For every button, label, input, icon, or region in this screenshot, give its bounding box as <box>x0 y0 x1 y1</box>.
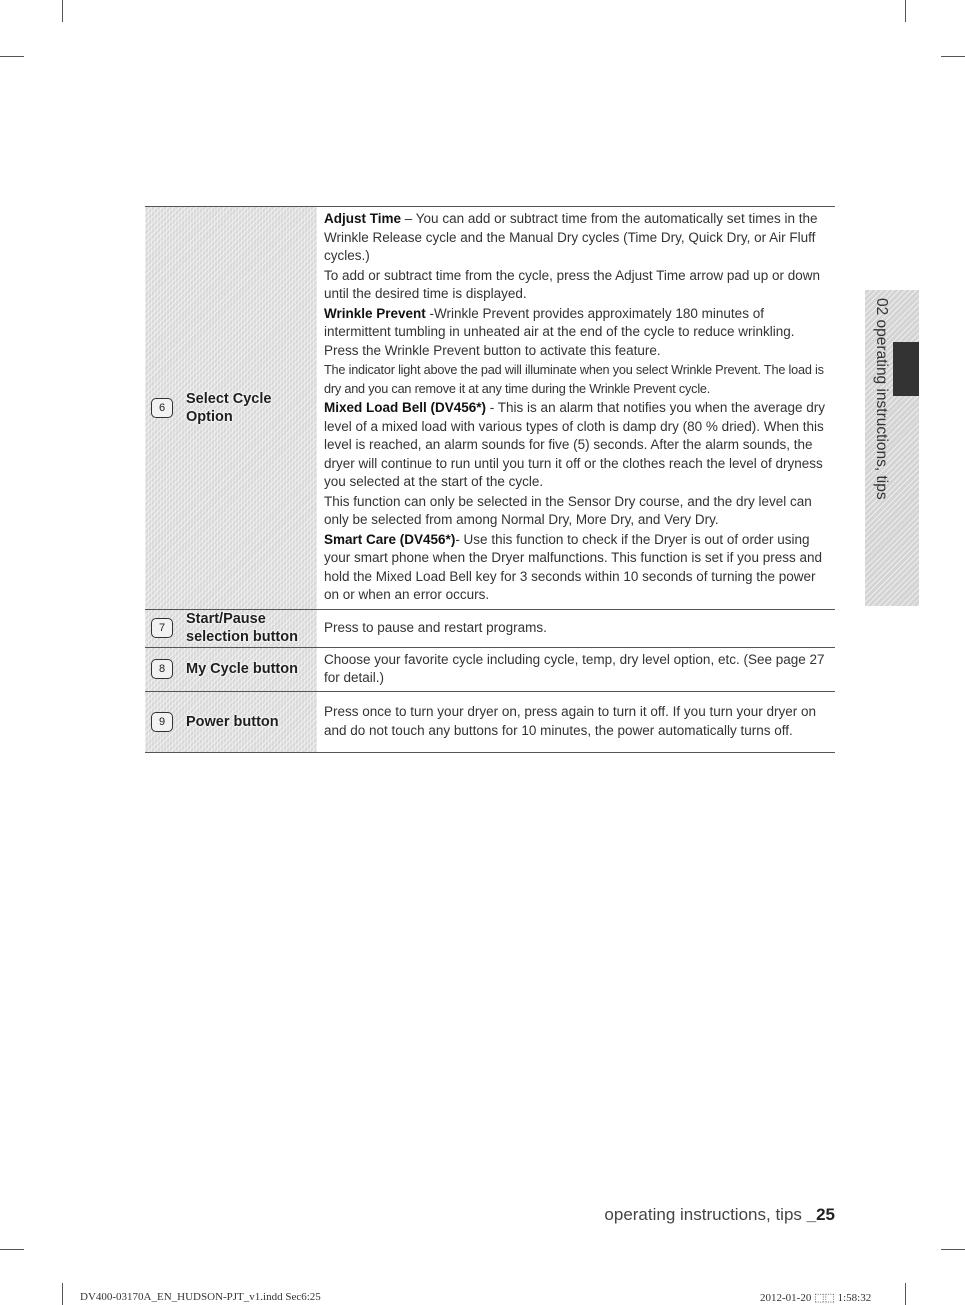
crop-mark <box>0 1249 24 1250</box>
row-label-cell <box>145 207 317 609</box>
footer-section-title: operating instructions, tips <box>604 1205 807 1224</box>
paragraph: To add or subtract time from the cycle, press the Adjust Time arrow pad up or down until the desired time is displayed. <box>324 267 820 301</box>
table-row-power <box>145 692 835 753</box>
row-description: Choose your favorite cycle including cycle, temp, dry level option, etc. (See page 27 for detail.) <box>324 651 825 685</box>
item-number-badge: 7 <box>151 618 173 638</box>
crop-mark <box>905 0 906 22</box>
row-label-cell <box>145 610 317 647</box>
row-description <box>317 207 835 609</box>
crop-mark <box>0 56 24 57</box>
paragraph-adjust-time: Adjust Time – You can add or subtract time from the automatically set times in the Wrinkle Release cycle and the Manual Dry cycles (Time Dry, Quick Dry, or Air Fluff cycles.) <box>324 211 818 263</box>
row-description: Press to pause and restart programs. <box>324 619 547 635</box>
item-number-badge: 8 <box>151 659 173 679</box>
crop-mark <box>62 1283 63 1305</box>
crop-mark <box>62 0 63 22</box>
paragraph: The indicator light above the pad will illuminate when you select Wrinkle Prevent. The load is dry and you can remove it at any time during the Wrinkle Prevent cycle. <box>324 363 824 396</box>
paragraph-mixed-load-bell: Mixed Load Bell (DV456*) - This is an alarm that notifies you when the average dry level of a mixed load with various types of cloth is damp dry (80 % dried). When this level is reached, an alarm sounds for five (5) seconds. After the alarm sounds, the dryer will continue to run until you turn it off or the clothes reach the level of dryness you selected at the start of the cycle. <box>324 400 825 489</box>
row-label: Start/Pause selection button <box>186 611 298 645</box>
row-label-cell <box>145 692 317 752</box>
paragraph: This function can only be selected in the Sensor Dry course, and the dry level can only be selected from among Normal Dry, More Dry, and Very Dry. <box>324 493 812 527</box>
row-label-cell <box>145 648 317 691</box>
item-number-badge: 6 <box>151 398 173 418</box>
paragraph-smart-care: Smart Care (DV456*)- Use this function to check if the Dryer is out of order using your smart phone when the Dryer malfunctions. This function is set if you press and hold the Mixed Load Bell key for 3 seconds within 10 seconds of turning the power on or when an error occurs. <box>324 531 822 602</box>
crop-mark <box>905 1283 906 1305</box>
page-footer <box>604 1205 835 1225</box>
row-description: Press once to turn your dryer on, press again to turn it off. If you turn your dryer on and do not touch any buttons for 10 minutes, the power automatically turns off. <box>324 704 816 738</box>
crop-mark <box>941 1249 965 1250</box>
print-slug-file: DV400-03170A_EN_HUDSON-PJT_v1.indd Sec6:25 <box>80 1291 321 1303</box>
print-slug-date: 2012-01-20 ⬚⬚ 1:58:32 <box>760 1292 872 1304</box>
row-label: Power button <box>186 713 279 730</box>
side-tab-marker <box>893 342 919 396</box>
row-label: Select Cycle Option <box>186 390 272 425</box>
table-row-start-pause <box>145 610 835 648</box>
table-row-my-cycle <box>145 648 835 692</box>
table-row-select-cycle-option <box>145 207 835 610</box>
paragraph-wrinkle-prevent: Wrinkle Prevent -Wrinkle Prevent provides approximately 180 minutes of intermittent tumbling in unheated air at the end of the cycle to reduce wrinkling. Press the Wrinkle Prevent button to activate this feature. <box>324 305 795 358</box>
item-number-badge: 9 <box>151 712 173 732</box>
crop-mark <box>941 56 965 57</box>
page-number: _25 <box>806 1205 835 1224</box>
row-label: My Cycle button <box>186 661 298 677</box>
side-tab-label: 02 operating instructions, tips <box>873 298 890 500</box>
features-table <box>145 206 835 753</box>
